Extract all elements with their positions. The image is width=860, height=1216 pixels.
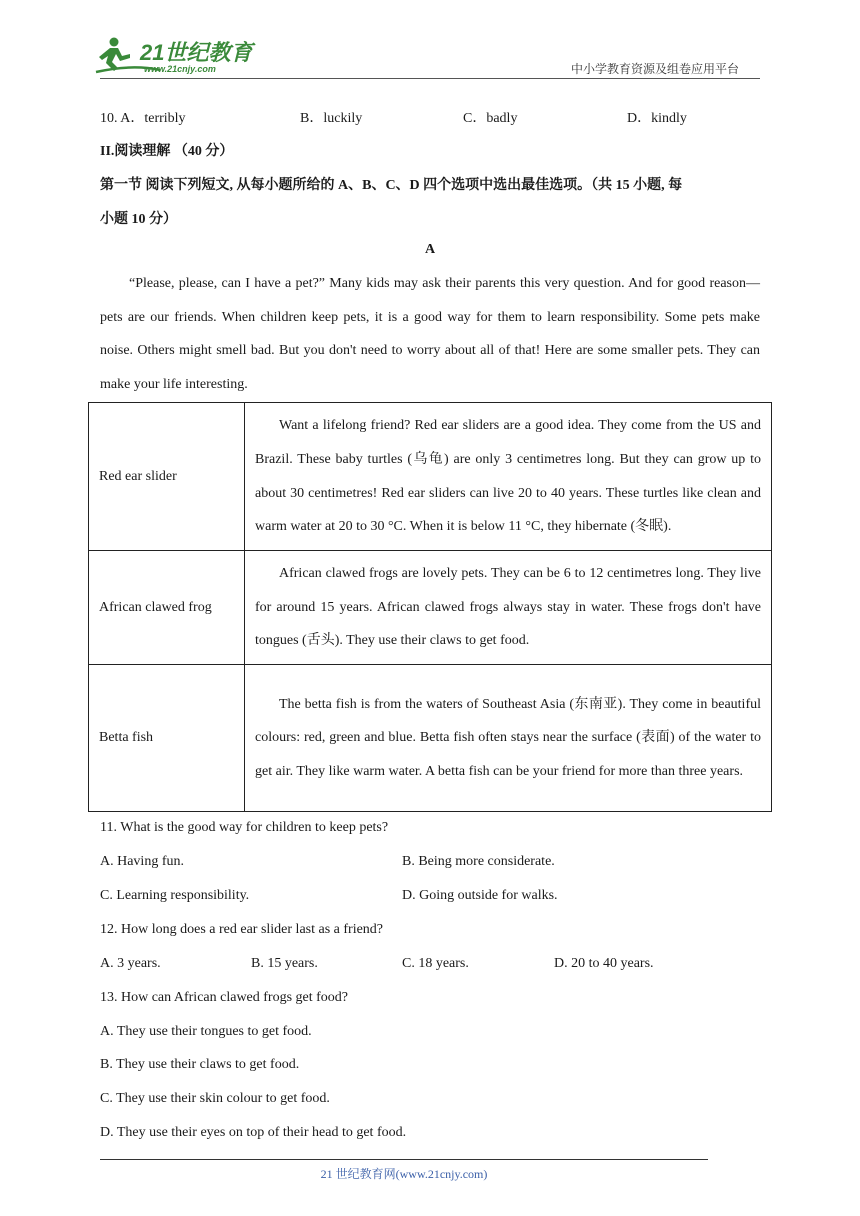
question-12-option-b: B. 15 years. [251, 956, 318, 971]
logo-url: www.21cnjy.com [144, 64, 216, 74]
pet-description [245, 551, 772, 665]
pet-description-text: The betta fish is from the waters of Southeast Asia (东南亚). They come in beautiful colours: red, green and blue. Betta fish often stays near the surface (表面) of the water to get air. They like warm water. A betta fish can be your friend for more than three years. [255, 696, 761, 779]
question-13-option-a: A. They use their tongues to get food. [100, 1024, 312, 1039]
logo-text: 21世纪教育 [140, 40, 253, 65]
passage-label: A [424, 242, 436, 257]
pet-name: Red ear slider [89, 403, 245, 551]
table-row [89, 665, 772, 812]
section-title: II.阅读理解 （40 分） [100, 144, 234, 159]
table-row [89, 551, 772, 665]
q10-option-b: B．luckily [300, 111, 363, 126]
question-11-option-d: D. Going outside for walks. [402, 888, 558, 903]
q10-option-c: C．badly [463, 111, 518, 126]
q10-option-d: D．kindly [627, 111, 687, 126]
question-11-option-c: C. Learning responsibility. [100, 888, 250, 903]
section-instruction-line2: 小题 10 分） [100, 212, 177, 227]
footer-divider [100, 1159, 708, 1160]
question-11-option-b: B. Being more considerate. [402, 854, 555, 869]
pet-name: Betta fish [89, 665, 245, 812]
question-11-stem: 11. What is the good way for children to keep pets? [100, 820, 389, 835]
question-12-option-c: C. 18 years. [402, 956, 469, 971]
section-instruction-line1: 第一节 阅读下列短文, 从每小题所给的 A、B、C、D 四个选项中选出最佳选项。（共 15 小题, 每 [100, 178, 683, 193]
header-platform-name: 中小学教育资源及组卷应用平台 [571, 62, 740, 76]
question-13-stem: 13. How can African clawed frogs get food? [100, 990, 349, 1005]
header-divider [100, 78, 760, 79]
pet-description [245, 665, 772, 812]
question-13-option-c: C. They use their skin colour to get food. [100, 1091, 330, 1106]
table-row [89, 403, 772, 551]
passage-intro: “Please, please, can I have a pet?” Many kids may ask their parents this very question. And for good reason—pets are our friends. When children keep pets, it is a good way for them to learn responsibility. Some pets make noise. Others might smell bad. But you don't need to worry about all of that! Here are some smaller pets. They can make your life interesting. [100, 276, 760, 393]
footer-link[interactable]: 21 世纪教育网(www.21cnjy.com) [320, 1167, 488, 1181]
pet-description [245, 403, 772, 551]
question-12-option-d: D. 20 to 40 years. [554, 956, 654, 971]
pets-table [88, 402, 772, 812]
pet-description-text: African clawed frogs are lovely pets. They can be 6 to 12 centimetres long. They live for around 15 years. African clawed frogs always stay in water. These frogs don't have tongues (舌头). They use their claws to get food. [255, 566, 761, 649]
pet-description-text: Want a lifelong friend? Red ear sliders are a good idea. They come from the US and Brazil. These baby turtles (乌龟) are only 3 centimetres long. But they can grow up to about 30 centimetres! Red ear sliders can live 20 to 40 years. These turtles like clean and warm water at 20 to 30 °C. When it is below 11 °C, they hibernate (冬眠). [255, 418, 761, 535]
site-logo [92, 34, 262, 78]
question-13-option-b: B. They use their claws to get food. [100, 1057, 300, 1072]
q10-option-a: 10. A．terribly [100, 111, 186, 126]
question-12-stem: 12. How long does a red ear slider last as a friend? [100, 922, 384, 937]
pet-name: African clawed frog [89, 551, 245, 665]
question-12-option-a: A. 3 years. [100, 956, 161, 971]
question-13-option-d: D. They use their eyes on top of their head to get food. [100, 1125, 407, 1140]
question-11-option-a: A. Having fun. [100, 854, 184, 869]
